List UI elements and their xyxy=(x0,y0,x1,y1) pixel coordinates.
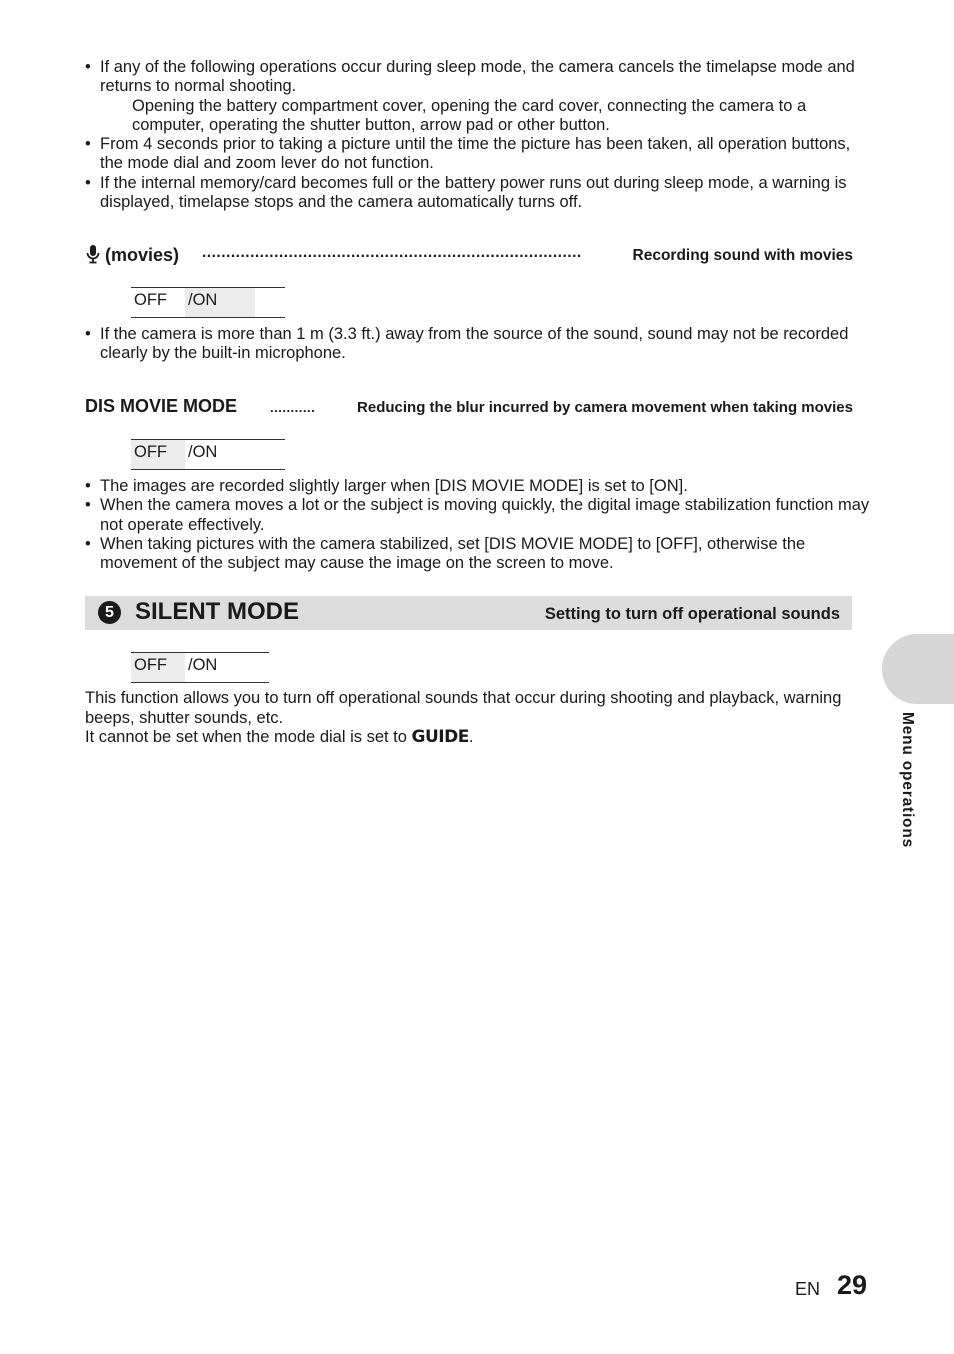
sleep-note-2: From 4 seconds prior to taking a picture until the time the picture has been taken, all operation buttons, the mode dial and zoom lever do not function. xyxy=(100,135,851,173)
movies-option-on: /ON xyxy=(185,288,255,317)
dis-movie-options-table xyxy=(131,439,285,470)
sleep-notes-list xyxy=(85,58,875,212)
list-item xyxy=(85,496,875,535)
dis-movie-option-off: OFF xyxy=(131,440,185,469)
silent-mode-paragraph-2-text: It cannot be set when the mode dial is set to xyxy=(85,728,407,746)
side-tab-label: Menu operations xyxy=(899,712,916,849)
sleep-note-3: If the internal memory/card becomes full or the battery power runs out during sleep mode, a warning is displayed, timelapse stops and the camera automatically turns off. xyxy=(100,173,847,212)
dis-movie-leader-dots: ........... xyxy=(270,400,316,415)
silent-mode-option-on: /ON xyxy=(188,656,218,674)
dis-movie-note-2: When the camera moves a lot or the subject is moving quickly, the digital image stabilization function may not operate effectively. xyxy=(100,496,870,534)
dis-movie-title: DIS MOVIE MODE xyxy=(85,396,238,416)
dis-movie-notes-list xyxy=(85,477,875,573)
silent-mode-paragraph xyxy=(85,689,860,748)
dis-movie-description: Reducing the blur incurred by camera movement when taking movies xyxy=(354,399,853,416)
list-item xyxy=(85,477,875,496)
dis-movie-note-3: When taking pictures with the camera stabilized, set [DIS MOVIE MODE] to [OFF], otherwise the movement of the subject may cause the image on the screen to move. xyxy=(100,534,806,573)
sleep-note-1-detail: Opening the battery compartment cover, opening the card cover, connecting the camera to a computer, operating the shutter button, arrow pad or other button. xyxy=(132,96,807,134)
silent-mode-description: Setting to turn off operational sounds xyxy=(544,605,840,623)
sleep-note-1: If any of the following operations occur during sleep mode, the camera cancels the timelapse mode and returns to normal shooting. xyxy=(100,58,855,96)
section-number-badge: 5 xyxy=(98,601,121,624)
dis-movie-option-on: /ON xyxy=(188,443,218,461)
dis-movie-heading xyxy=(85,396,853,420)
dis-movie-note-1: The images are recorded slightly larger when [DIS MOVIE MODE] is set to [ON]. xyxy=(100,477,688,495)
movies-note: If the camera is more than 1 m (3.3 ft.) away from the source of the sound, sound may not be recorded clearly by the built-in microphone. xyxy=(100,325,849,363)
silent-mode-options-table xyxy=(131,652,269,683)
silent-mode-section-header xyxy=(85,596,852,630)
language-label: EN xyxy=(795,1279,821,1299)
movies-notes-list xyxy=(85,325,875,364)
side-tab xyxy=(882,634,954,704)
movies-leader-dots: ............................................................................... xyxy=(202,244,582,261)
list-item xyxy=(85,58,875,135)
movies-title xyxy=(85,244,179,266)
microphone-icon xyxy=(85,244,101,264)
movies-description: Recording sound with movies xyxy=(630,247,853,265)
silent-mode-option-off: OFF xyxy=(131,653,185,682)
movies-options-table xyxy=(131,287,285,318)
page-number: 29 xyxy=(837,1270,868,1300)
movies-option-off: OFF xyxy=(134,291,167,309)
silent-mode-paragraph-2 xyxy=(85,728,860,748)
movies-title-text: (movies) xyxy=(105,245,180,265)
list-item xyxy=(85,135,875,174)
list-item xyxy=(85,535,875,574)
silent-mode-paragraph-2-end: . xyxy=(468,728,474,746)
silent-mode-title: SILENT MODE xyxy=(135,598,300,625)
movies-heading xyxy=(85,244,853,268)
silent-mode-paragraph-1: This function allows you to turn off operational sounds that occur during shooting and playback, warning beeps, shutter sounds, etc. xyxy=(85,689,842,727)
guide-mode-icon: GUIDE xyxy=(411,727,469,747)
list-item xyxy=(85,325,875,364)
list-item xyxy=(85,174,875,213)
